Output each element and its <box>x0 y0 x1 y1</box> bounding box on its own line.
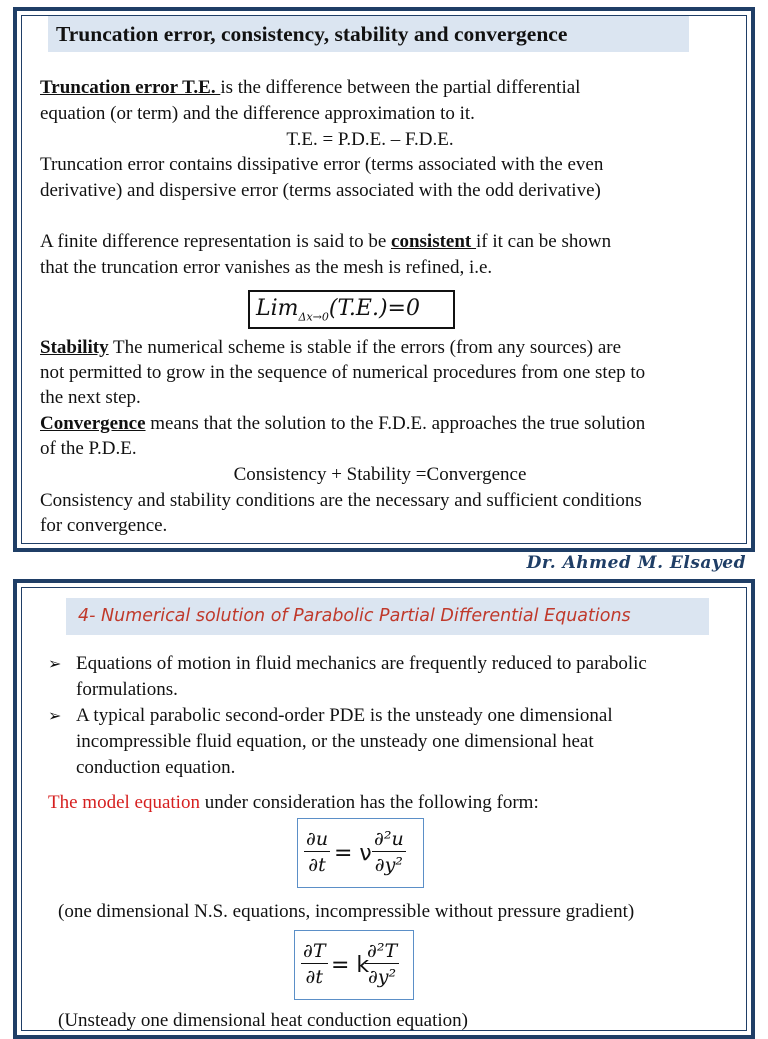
model-equation-label: The model equation <box>48 792 200 813</box>
te-term: Truncation error T.E. <box>40 77 221 98</box>
te-paragraph-line4: derivative) and dispersive error (terms associated with the odd derivative) <box>40 180 601 201</box>
eq2-lhs-denominator: ∂t <box>305 966 323 988</box>
eq1-rhs-fraction <box>372 827 406 878</box>
equation1-box <box>297 818 424 888</box>
conditions-line1: Consistency and stability conditions are the necessary and sufficient conditions <box>40 490 642 511</box>
te-paragraph-line1 <box>40 75 580 101</box>
consistent-pre: A finite difference representation is said to be <box>40 231 392 252</box>
limit-equation-box <box>248 290 455 329</box>
convergence-text: means that the solution to the F.D.E. approaches the true solution <box>145 413 646 434</box>
equation2-box <box>294 930 414 1000</box>
eq1-equals-nu: = ν <box>334 841 372 866</box>
consistent-term: consistent <box>391 231 477 252</box>
author-signature: Dr. Ahmed M. Elsayed <box>526 553 746 573</box>
bullet2-line1: A typical parabolic second-order PDE is the unsteady one dimensional <box>76 705 613 726</box>
limit-expression: (T.E.)=0 <box>328 296 420 321</box>
slide1-title: Truncation error, consistency, stability and convergence <box>48 16 689 52</box>
limit-subscript: Δx→0 <box>298 310 329 324</box>
eq1-rhs-numerator: ∂²u <box>374 828 404 850</box>
te-paragraph-line2: equation (or term) and the difference approximation to it. <box>40 103 475 124</box>
model-intro-text: under consideration has the following form: <box>199 792 539 813</box>
eq2-rhs-fraction <box>365 939 399 990</box>
eq1-lhs-denominator: ∂t <box>308 854 326 876</box>
convergence-term: Convergence <box>40 413 146 434</box>
eq2-rhs-numerator: ∂²T <box>367 940 398 962</box>
bullet2-line2: incompressible fluid equation, or the unsteady one dimensional heat <box>76 731 594 752</box>
consistent-post: if it can be shown <box>476 231 612 252</box>
te-formula: T.E. = P.D.E. – F.D.E. <box>286 129 454 150</box>
conditions-line2: for convergence. <box>40 515 168 536</box>
stability-term: Stability <box>40 337 109 358</box>
bullet1-line1: Equations of motion in fluid mechanics are frequently reduced to parabolic <box>76 653 647 674</box>
model-equation-intro <box>48 790 539 816</box>
stability-text: The numerical scheme is stable if the errors (from any sources) are <box>108 337 622 358</box>
bullet1-line2: formulations. <box>76 679 178 700</box>
equation1-caption: (one dimensional N.S. equations, incompressible without pressure gradient) <box>58 901 635 922</box>
te-paragraph-line3: Truncation error contains dissipative error (terms associated with the even <box>40 154 604 175</box>
bullet2-line3: conduction equation. <box>76 757 236 778</box>
convergence-line1 <box>40 411 645 437</box>
eq1-lhs-fraction <box>304 827 330 878</box>
limit-lim: Lim <box>256 296 299 321</box>
equation2-caption: (Unsteady one dimensional heat conduction equation) <box>58 1010 468 1031</box>
stability-line1 <box>40 335 621 361</box>
eq2-rhs-denominator: ∂y² <box>367 966 397 988</box>
bullet-arrow-icon: ➢ <box>48 708 62 725</box>
eq2-equals-k: = k <box>331 953 370 978</box>
slide2-title: 4- Numerical solution of Parabolic Partial Differential Equations <box>66 598 709 635</box>
consistent-line2: that the truncation error vanishes as the mesh is refined, i.e. <box>40 257 493 278</box>
eq2-lhs-numerator: ∂T <box>303 940 326 962</box>
bullet-arrow-icon: ➢ <box>48 656 62 673</box>
eq1-rhs-denominator: ∂y² <box>374 854 403 876</box>
te-line1-text: is the difference between the partial differential <box>220 77 581 98</box>
eq1-lhs-numerator: ∂u <box>306 828 329 850</box>
stability-line3: the next step. <box>40 387 141 408</box>
convergence-line2: of the P.D.E. <box>40 438 137 459</box>
consistency-relation: Consistency + Stability =Convergence <box>233 464 527 485</box>
stability-line2: not permitted to grow in the sequence of numerical procedures from one step to <box>40 362 646 383</box>
consistent-line1 <box>40 229 611 255</box>
eq2-lhs-fraction <box>301 939 328 990</box>
